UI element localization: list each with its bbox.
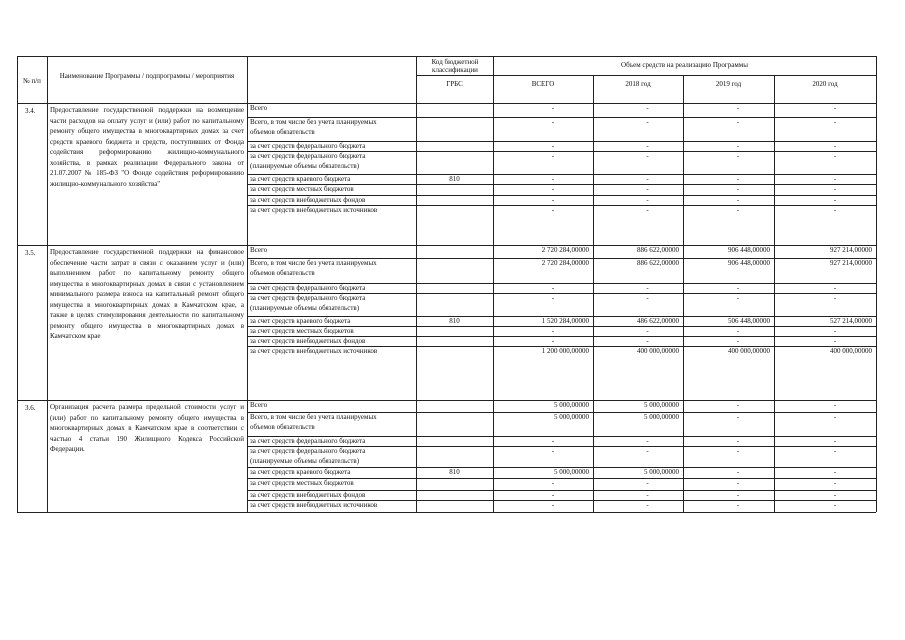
header-vline	[247, 56, 248, 103]
source-label: за счет средств краевого бюджета	[250, 468, 351, 476]
source-label: за счет средств местных бюджетов	[250, 185, 354, 193]
row-name: Предоставление государственной поддержки на возмещение части расходов на оплату услуг и (или) работ по капитальному ремонту общего имущества в многоквартирных домах за счет средств краевого бюджета и средств, поступивших от Фонда содействия реформированию жилищно-коммунального хозяйства, в рамках реализации Федерального закона от 21.07.2007 № 185-ФЗ "О Фонде содействия реформированию жилищно-коммунального хозяйства"	[50, 106, 244, 188]
value-cell: -	[833, 175, 837, 183]
value-cell: -	[833, 501, 837, 509]
source-label: за счет средств внебюджетных источников	[250, 206, 378, 214]
value-cell: -	[833, 447, 837, 455]
value-cell: -	[736, 337, 740, 345]
value-cell: -	[646, 284, 649, 292]
value-cell: -	[551, 118, 555, 126]
value-cell: 1 520 284,00000	[541, 317, 589, 325]
value-cell: -	[646, 491, 649, 499]
section-vline	[47, 103, 48, 245]
value-cell: -	[736, 501, 740, 509]
value-cell: 2 720 284,00000	[541, 246, 589, 254]
value-cell: -	[833, 337, 837, 345]
value-cell: 2 720 284,00000	[541, 259, 589, 267]
value-cell: -	[736, 185, 740, 193]
source-label: объемов обязательств	[250, 269, 315, 277]
header-2019: 2019 год	[715, 80, 742, 88]
value-cell: 886 622,00000	[637, 246, 679, 254]
value-cell: 5 000,00000	[554, 468, 589, 476]
value-cell: -	[646, 437, 649, 445]
source-label: за счет средств федерального бюджета	[250, 142, 366, 150]
value-cell: 927 214,00000	[830, 246, 872, 254]
value-cell: -	[833, 294, 837, 302]
value-cell: -	[646, 501, 649, 509]
value-cell: -	[833, 206, 837, 214]
source-label: объемов обязательств	[250, 423, 315, 431]
grbs-code: 810	[449, 175, 460, 183]
section-vline	[247, 245, 248, 400]
value-cell: -	[551, 294, 555, 302]
source-label: (планируемые объемы обязательств)	[250, 457, 360, 465]
header-funds: Объем средств на реализацию Программы	[621, 61, 748, 69]
value-cell: -	[551, 185, 555, 193]
value-cell: -	[736, 175, 740, 183]
value-cell: 1 200 000,00000	[541, 347, 589, 355]
source-label: за счет средств краевого бюджета	[250, 317, 351, 325]
source-label: (планируемые объемы обязательств)	[250, 304, 360, 312]
value-cell: 400 000,00000	[637, 347, 679, 355]
value-cell: -	[551, 104, 555, 112]
section-vline	[47, 400, 48, 512]
value-cell: -	[736, 401, 740, 409]
row-name: Организация расчета размера предельной стоимости услуг и (или) работ по капитальному ремонту общего имущества в многоквартирных домах в Камчатском крае в соответствии с частью 4 статьи 190 Жилищного Кодекса Российской Федерации.	[50, 403, 244, 453]
value-cell: -	[551, 142, 555, 150]
value-cell: -	[646, 196, 649, 204]
source-label: за счет средств федерального бюджета	[250, 152, 366, 160]
value-cell: 506 448,00000	[728, 317, 770, 325]
value-cell: -	[736, 437, 740, 445]
value-cell: 906 448,00000	[728, 259, 770, 267]
section-vline	[17, 103, 18, 245]
section-vline	[683, 400, 684, 512]
grbs-code: 810	[449, 317, 460, 325]
section-vline	[493, 245, 494, 400]
value-cell: -	[551, 479, 555, 487]
section-bottom-border	[17, 400, 876, 401]
source-label: объемов обязательств	[250, 128, 315, 136]
source-label: за счет средств федерального бюджета	[250, 437, 366, 445]
header-2018: 2018 год	[625, 80, 651, 88]
header-code: Код бюджетной классификации	[431, 58, 479, 74]
value-cell: -	[736, 327, 740, 335]
source-label: за счет средств внебюджетных источников	[250, 347, 378, 355]
value-cell: -	[736, 468, 740, 476]
value-cell: 886 622,00000	[637, 259, 679, 267]
source-label: Всего, в том числе без учета планируемых	[250, 413, 377, 421]
value-cell: -	[646, 152, 649, 160]
row-number: 3.6.	[25, 404, 36, 412]
value-cell: -	[646, 185, 649, 193]
value-cell: 906 448,00000	[728, 246, 770, 254]
value-cell: -	[551, 337, 555, 345]
section-vline	[247, 400, 248, 512]
value-cell: -	[833, 104, 837, 112]
value-cell: -	[833, 185, 837, 193]
header-vline	[47, 56, 48, 103]
value-cell: 486 622,00000	[637, 317, 679, 325]
value-cell: -	[833, 413, 837, 421]
value-cell: -	[551, 447, 555, 455]
value-cell: -	[646, 175, 649, 183]
header-2020: 2020 год	[812, 80, 838, 88]
source-label: за счет средств внебюджетных фондов	[250, 196, 366, 204]
header-top-border	[17, 56, 876, 57]
value-cell: -	[736, 294, 740, 302]
value-cell: -	[736, 491, 740, 499]
value-cell: -	[833, 327, 837, 335]
value-cell: -	[833, 284, 837, 292]
value-cell: 5 000,00000	[644, 401, 679, 409]
value-cell: -	[736, 152, 740, 160]
header-split-line	[416, 75, 876, 76]
value-cell: -	[833, 437, 837, 445]
section-vline	[17, 400, 18, 512]
value-cell: -	[646, 118, 649, 126]
value-cell: -	[551, 152, 555, 160]
value-cell: -	[736, 142, 740, 150]
value-cell: -	[833, 468, 837, 476]
section-vline	[876, 245, 877, 400]
section-vline	[593, 245, 594, 400]
value-cell: -	[736, 206, 740, 214]
source-label: (планируемые объемы обязательств)	[250, 162, 360, 170]
header-name: Наименование Программы / подпрограммы / мероприятия	[59, 72, 235, 80]
source-label: Всего	[250, 401, 268, 409]
header-grbs: ГРБС	[446, 80, 463, 88]
value-cell: 527 214,00000	[830, 317, 872, 325]
section-vline	[17, 245, 18, 400]
value-cell: -	[736, 447, 740, 455]
value-cell: -	[646, 294, 649, 302]
row-name: Предоставление государственной поддержки на финансовое обеспечение части затрат в связи с оказанием услуг и (или) выполнением работ по капитальному ремонту общего имущества в многоквартирных домах в связи с установлением минимального размера взноса на капитальный ремонт общего имущества в многоквартирных домах в Камчатском крае, а также в целях стимулирования деятельности по капитальному ремонту общего имущества в многоквартирных домах в Камчатском крае	[50, 248, 244, 340]
source-label: за счет средств внебюджетных фондов	[250, 491, 366, 499]
section-bottom-border	[17, 512, 876, 513]
value-cell: -	[551, 206, 555, 214]
source-label: за счет средств внебюджетных фондов	[250, 337, 366, 345]
value-cell: -	[551, 175, 555, 183]
value-cell: 927 214,00000	[830, 259, 872, 267]
source-label: Всего, в том числе без учета планируемых	[250, 259, 377, 267]
value-cell: -	[551, 437, 555, 445]
value-cell: 5 000,00000	[644, 468, 679, 476]
value-cell: -	[551, 196, 555, 204]
source-label: за счет средств федерального бюджета	[250, 284, 366, 292]
source-label: Всего, в том числе без учета планируемых	[250, 118, 377, 126]
header-vline	[876, 56, 877, 103]
value-cell: 5 000,00000	[554, 413, 589, 421]
value-cell: -	[833, 118, 837, 126]
source-label: Всего	[250, 246, 268, 254]
value-cell: -	[646, 447, 649, 455]
value-cell: -	[736, 196, 740, 204]
value-cell: -	[646, 206, 649, 214]
value-cell: 5 000,00000	[644, 413, 679, 421]
section-vline	[416, 400, 417, 512]
source-label: за счет средств краевого бюджета	[250, 175, 351, 183]
value-cell: -	[833, 142, 837, 150]
value-cell: -	[551, 501, 555, 509]
value-cell: -	[736, 284, 740, 292]
section-vline	[876, 400, 877, 512]
source-label: за счет средств федерального бюджета	[250, 294, 366, 302]
header-bottom-border	[17, 103, 876, 104]
value-cell: 400 000,00000	[728, 347, 770, 355]
header-total: ВСЕГО	[531, 80, 555, 88]
value-cell: -	[833, 479, 837, 487]
section-vline	[774, 245, 775, 400]
value-cell: 5 000,00000	[554, 401, 589, 409]
section-vline	[876, 103, 877, 245]
value-cell: -	[833, 152, 837, 160]
header-num: № п/п	[23, 77, 41, 85]
source-label: за счет средств внебюджетных источников	[250, 501, 378, 509]
value-cell: -	[833, 196, 837, 204]
section-vline	[47, 245, 48, 400]
value-cell: -	[833, 491, 837, 499]
value-cell: -	[551, 284, 555, 292]
value-cell: -	[736, 118, 740, 126]
value-cell: -	[551, 327, 555, 335]
section-vline	[774, 400, 775, 512]
value-cell: -	[551, 491, 555, 499]
source-label: за счет средств федерального бюджета	[250, 447, 366, 455]
value-cell: -	[646, 104, 649, 112]
source-label: за счет средств местных бюджетов	[250, 327, 354, 335]
source-label: Всего	[250, 104, 268, 112]
value-cell: -	[646, 479, 649, 487]
value-cell: -	[736, 413, 740, 421]
section-vline	[593, 400, 594, 512]
section-vline	[683, 245, 684, 400]
value-cell: -	[833, 401, 837, 409]
value-cell: -	[736, 104, 740, 112]
value-cell: -	[646, 337, 649, 345]
source-label: за счет средств местных бюджетов	[250, 479, 354, 487]
value-cell: -	[736, 479, 740, 487]
section-vline	[493, 400, 494, 512]
row-number: 3.4.	[25, 107, 36, 115]
value-cell: -	[646, 142, 649, 150]
row-number: 3.5.	[25, 249, 36, 257]
value-cell: 400 000,00000	[830, 347, 872, 355]
value-cell: -	[646, 327, 649, 335]
grbs-code: 810	[449, 468, 460, 476]
